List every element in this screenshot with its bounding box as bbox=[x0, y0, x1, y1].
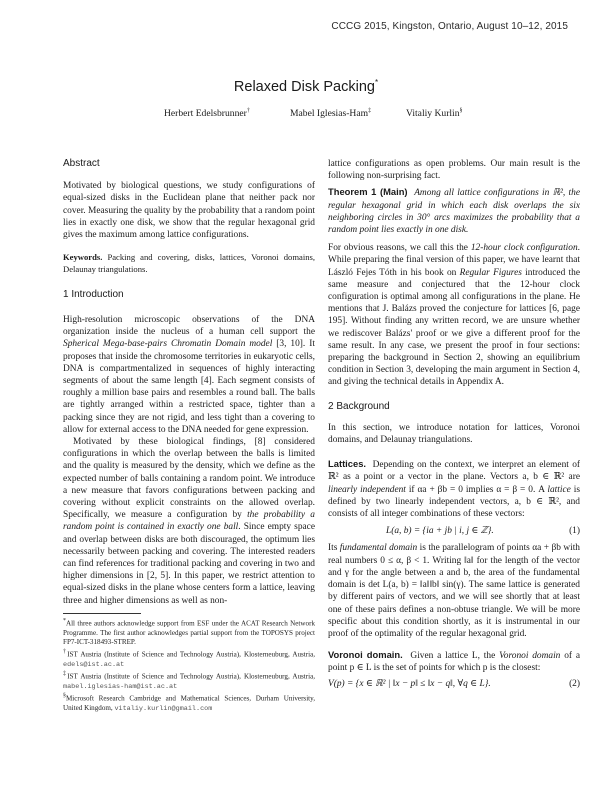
lattices-heading: Lattices. bbox=[328, 458, 367, 470]
clock-paragraph: For obvious reasons, we call this the 12-hour clock configuration. While preparing the final version of this paper, we have learnt that László Fejes Tóth in his book on Regular Figures introduced the same measure and conjectured that the 12-hour clock configuration is optimal among all configurations in the plane. He mentions that J. Balázs proved the conjecture for lattices [6, page 195]. Without finding any written record, we are unsure whether we rediscover Balázs' proof or we give a different proof for the same result. In any case, we present the proof in four sections: preparing the background in Section 2, showing an equilibrium condition in Section 3, developing the main argument in Section 4, and giving the technical details in Appendix A. bbox=[328, 243, 581, 388]
right-column bbox=[328, 158, 580, 690]
keywords bbox=[63, 252, 315, 275]
background-heading: 2 Background bbox=[328, 400, 390, 412]
theorem-label: Theorem 1 (Main) bbox=[328, 186, 408, 198]
footnote-3: ‡IST Austria (Institute of Science and Technology Austria), Klosterneuburg, Austria, mabel.iglesias-ham@ist.ac.at bbox=[63, 671, 315, 691]
equation-2: V(p) = {x ∈ ℝ² | ‖x − p‖ ≤ ‖x − q‖, ∀q ∈ L}. (2) bbox=[328, 678, 580, 689]
theorem-1 bbox=[328, 186, 580, 236]
footnote-4: §Microsoft Research Cambridge and Mathematical Sciences, Durham University, United Kingdom, vitaliy.kurlin@gmail.com bbox=[63, 693, 315, 714]
author-3: Vitaliy Kurlin§ bbox=[406, 108, 463, 120]
lattices-paragraph: Lattices. Depending on the context, we interpret an element of ℝ² as a point or a vector in the plane. Vectors a, b ∈ ℝ² are linearly independent if αa + βb = 0 implies α = β = 0. A lattice is defined by two linearly independent vectors, a, b ∈ ℝ², and consists of all integer combinations of these vectors: bbox=[328, 458, 580, 520]
author-1: Herbert Edelsbrunner† bbox=[164, 108, 250, 120]
footnote-2: †IST Austria (Institute of Science and Technology Austria), Klosterneuburg, Austria, edels@ist.ac.at bbox=[63, 648, 315, 669]
footnote-rule bbox=[63, 613, 141, 614]
author-2: Mabel Iglesias-Ham‡ bbox=[290, 108, 372, 120]
intro-paragraph-1: High-resolution microscopic observations of the DNA organization inside the nucleus of a human cell support the Spherical Mega-base-pairs Chromatin Domain model [3, 10]. It proposes that inside the chromosome territories in eukaryotic cells, DNA is compartmentalized in sequences of highly interacting segments of about the same length [4]. Each segment consists of roughly a million base pairs and resembles a round ball. The balls are tightly arranged within a restricted space, tighter than a packing since they are not rigid, and less tight than a covering to allow for external access to the DNA needed for gene expression. bbox=[63, 315, 315, 435]
email-3[interactable]: vitaliy.kurlin@gmail.com bbox=[114, 705, 213, 714]
voronoi-paragraph: Voronoi domain. Given a lattice L, the Voronoi domain of a point p ∈ L is the set of points for which p is the closest: bbox=[328, 649, 581, 674]
fundamental-domain-paragraph: Its fundamental domain is the parallelogram of points αa + βb with real numbers 0 ≤ α, β < 1. Writing ‖a‖ for the length of the vector and γ for the angle between a and b, the area of the fundamental domain is det L(a, b) = ‖a‖‖b‖ sin(γ). The same lattice is generated by different pairs of vectors, and we will see shortly that at least one of these pairs defines a non-obtuse triangle. We will be more specific about this condition shortly, as it is instrumental in our proof of the optimality of the regular hexagonal grid. bbox=[328, 543, 580, 639]
intro-continuation: lattice configurations as open problems. Our main result is the following non-surprising fact. bbox=[328, 159, 580, 182]
paper-title bbox=[0, 78, 612, 95]
background-intro: In this section, we introduce notation for lattices, Voronoi domains, and Delaunay triangulations. bbox=[328, 422, 580, 446]
title-footnote-mark: * bbox=[374, 78, 379, 87]
footnote-1: *All three authors acknowledge support from ESF under the ACAT Research Network Programme. The first author acknowledges partial support from the TOPOSYS project FP7-ICT-318493-STREP. bbox=[63, 617, 315, 647]
theorem-statement: Among all lattice configurations in ℝ², the regular hexagonal grid in which each disk overlaps the six neighboring circles in 30° arcs maximizes the probability that a random point lies exactly in one disk. bbox=[328, 188, 580, 236]
abstract-heading: Abstract bbox=[63, 158, 100, 169]
running-header: CCCG 2015, Kingston, Ontario, August 10–12, 2015 bbox=[331, 21, 568, 32]
keywords-text: Packing and covering, disks, lattices, Voronoi domains, Delaunay triangulations. bbox=[63, 252, 316, 274]
left-column bbox=[63, 158, 315, 715]
paper-title-text: Relaxed Disk Packing bbox=[233, 78, 375, 95]
intro-paragraph-2: Motivated by these biological findings, [8] considered configurations in which the overlap between the balls is limited and the quality is measured by the density, which we define as the expected number of balls containing a random point. We introduce a new measure that favors configurations between packing and covering without explicit constraints on the allowed overlap. Specifically, we measure a configuration by the probability a random point is contained in exactly one ball. Since empty space and overlap between disks are both discouraged, the optimum lies necessarily between packing and covering. The interested readers can find references for traditional packing and covering in two and higher dimensions in [2, 5]. In this paper, we restrict attention to equal-sized disks in the plane whose centers form a lattice, leaving three and higher dimensions as well as non- bbox=[63, 437, 315, 606]
email-1[interactable]: edels@ist.ac.at bbox=[63, 660, 125, 669]
equation-1: L(a, b) = {ia + jb | i, j ∈ ℤ}. (1) bbox=[386, 526, 580, 537]
keywords-label: Keywords. bbox=[63, 252, 103, 263]
intro-heading: 1 Introduction bbox=[63, 288, 124, 300]
voronoi-heading: Voronoi domain. bbox=[328, 649, 403, 661]
email-2[interactable]: mabel.iglesias-ham@ist.ac.at bbox=[63, 682, 178, 691]
abstract-text: Motivated by biological questions, we study configurations of equal-sized disks in the Euclidean plane that neither pack nor cover. Measuring the quality by the probability that a random point lies in exactly one disk, we show that the regular hexagonal grid gives the maximum among lattice configurations. bbox=[63, 181, 315, 241]
